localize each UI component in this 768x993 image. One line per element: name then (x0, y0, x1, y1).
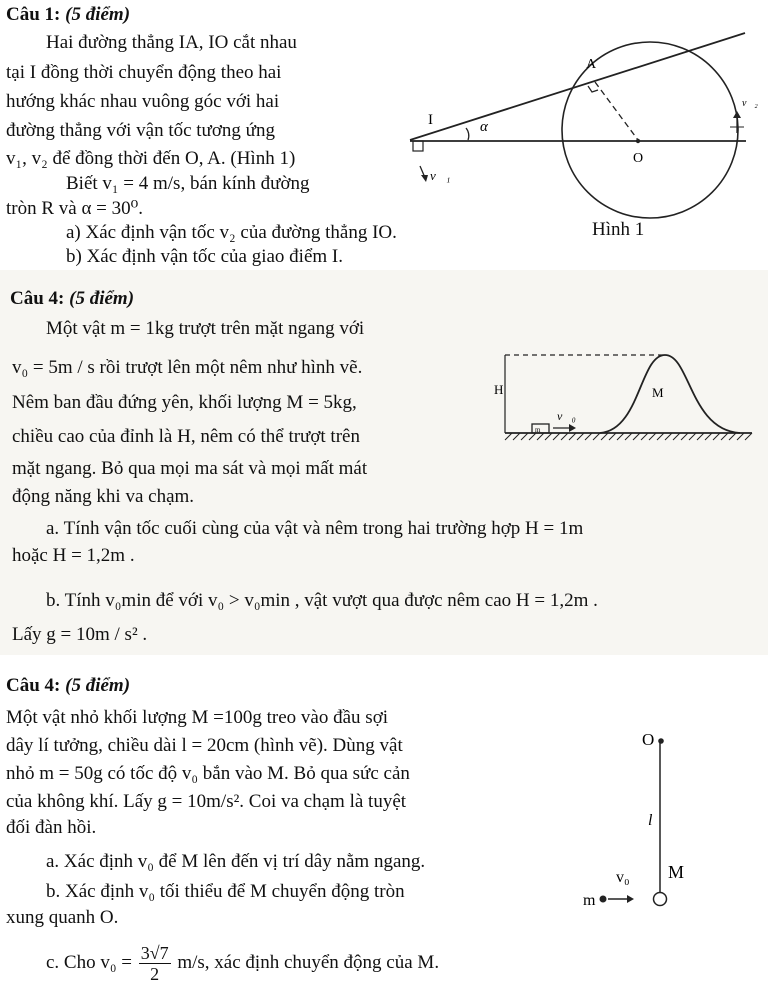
pivot-point (658, 738, 664, 744)
right-angle-mark-A (588, 86, 598, 92)
q1-part-a: a) Xác định vận tốc v₂ của đường thẳng IO. (66, 222, 397, 243)
label-v1: v⃗₁ (430, 168, 451, 183)
q1-line-4: đường thẳng với vận tốc tương ứng (6, 120, 275, 141)
q4b-part-c-prefix: c. Cho v₀ = (46, 952, 132, 973)
q4a-part-b: b. Tính v₀min để với v₀ > v₀min , vật vượt qua được nêm cao H = 1,2m . (46, 590, 598, 611)
label-alpha: α (480, 119, 488, 135)
q4b-part-b: b. Xác định v₀ tối thiểu để M chuyển động tròn (46, 881, 405, 902)
q4b-part-b-cont: xung quanh O. (6, 907, 119, 928)
v2-arrow-head (733, 111, 741, 118)
q1-line-7: tròn R và α = 30⁰. (6, 198, 143, 219)
line-IA (410, 33, 745, 140)
ball-M (654, 893, 667, 906)
v0-arrow-head (627, 895, 634, 903)
label-A: A (586, 57, 597, 72)
figure-1-caption: Hình 1 (592, 219, 645, 240)
q4a-part-a-cont: hoặc H = 1,2m . (12, 545, 135, 566)
question-4b-heading: Câu 4: (5 điểm) (6, 675, 131, 696)
label-H: H (494, 382, 504, 397)
wedge-figure (0, 270, 768, 655)
q4a-line-3: Nêm ban đầu đứng yên, khối lượng M = 5kg, (12, 392, 357, 413)
q4b-line-3: nhỏ m = 50g có tốc độ v₀ bắn vào M. Bỏ qua sức cản (6, 763, 410, 784)
label-v0: v⃗₀ (557, 409, 576, 423)
wedge-curve (600, 355, 740, 433)
question-1-section (0, 0, 768, 270)
q4a-line-2: v₀ = 5m / s rồi trượt lên một nêm như hình vẽ. (12, 357, 363, 378)
q4a-part-a: a. Tính vận tốc cuối cùng của vật và nêm trong hai trường hợp H = 1m (46, 518, 584, 539)
q1-line-6: Biết v₁ = 4 m/s, bán kính đường (66, 173, 310, 194)
label-O: O (642, 730, 655, 749)
fraction-numerator: 3√7 (140, 943, 169, 964)
q4b-line-5: đối đàn hồi. (6, 817, 97, 838)
q4a-line-1: Một vật m = 1kg trượt trên mặt ngang với (46, 318, 365, 339)
label-I: I (428, 112, 433, 128)
fraction-denominator: 2 (150, 964, 160, 985)
right-angle-mark-I (413, 141, 423, 151)
v1-arrow-head (421, 175, 428, 182)
q1-part-b: b) Xác định vận tốc của giao điểm I. (66, 246, 343, 267)
ball-m (600, 896, 607, 903)
alpha-arc (466, 128, 469, 140)
q4a-line-4: chiều cao của đỉnh là H, nêm có thể trượt trên (12, 426, 360, 447)
q4a-line-6: động năng khi va chạm. (12, 486, 195, 507)
q4a-gravity: Lấy g = 10m / s² . (12, 624, 148, 645)
figure-1 (0, 0, 768, 270)
q1-line-2: tại I đồng thời chuyển động theo hai (6, 62, 282, 83)
label-O: O (633, 151, 644, 166)
v0-arrow-head (569, 424, 576, 432)
q4b-part-c-suffix: m/s, xác định chuyển động của M. (177, 952, 440, 973)
question-4a-heading: Câu 4: (5 điểm) (10, 288, 135, 309)
label-m: m (535, 426, 541, 434)
q4b-part-a: a. Xác định v₀ để M lên đến vị trí dây nằm ngang. (46, 851, 426, 872)
q4a-line-5: mặt ngang. Bỏ qua mọi ma sát và mọi mất mát (12, 458, 368, 479)
pendulum-figure (0, 655, 768, 993)
q1-line-3: hướng khác nhau vuông góc với hai (6, 91, 280, 112)
question-4-pendulum-section (0, 655, 768, 993)
label-m: m (583, 892, 596, 909)
question-1-heading: Câu 1: (5 điểm) (6, 4, 131, 25)
radius-dashed (595, 82, 638, 140)
label-v0: v₀ (616, 869, 630, 886)
label-v2: v⃗₂ (742, 98, 758, 109)
label-M: M (668, 862, 685, 882)
q1-line-1: Hai đường thẳng IA, IO cắt nhau (46, 32, 297, 53)
question-4-wedge-section (0, 270, 768, 655)
q4b-line-2: dây lí tưởng, chiều dài l = 20cm (hình vẽ). Dùng vật (6, 735, 403, 756)
label-l: l (648, 812, 653, 829)
label-M: M (652, 385, 664, 400)
ground-hatch (505, 433, 752, 440)
q1-line-5: v₁, v₂ để đồng thời đến O, A. (Hình 1) (6, 148, 296, 169)
q4b-line-1: Một vật nhỏ khối lượng M =100g treo vào đầu sợi (6, 707, 389, 728)
center-dot (636, 139, 640, 143)
q4b-line-4: của không khí. Lấy g = 10m/s². Coi va chạm là tuyệt (6, 791, 407, 812)
